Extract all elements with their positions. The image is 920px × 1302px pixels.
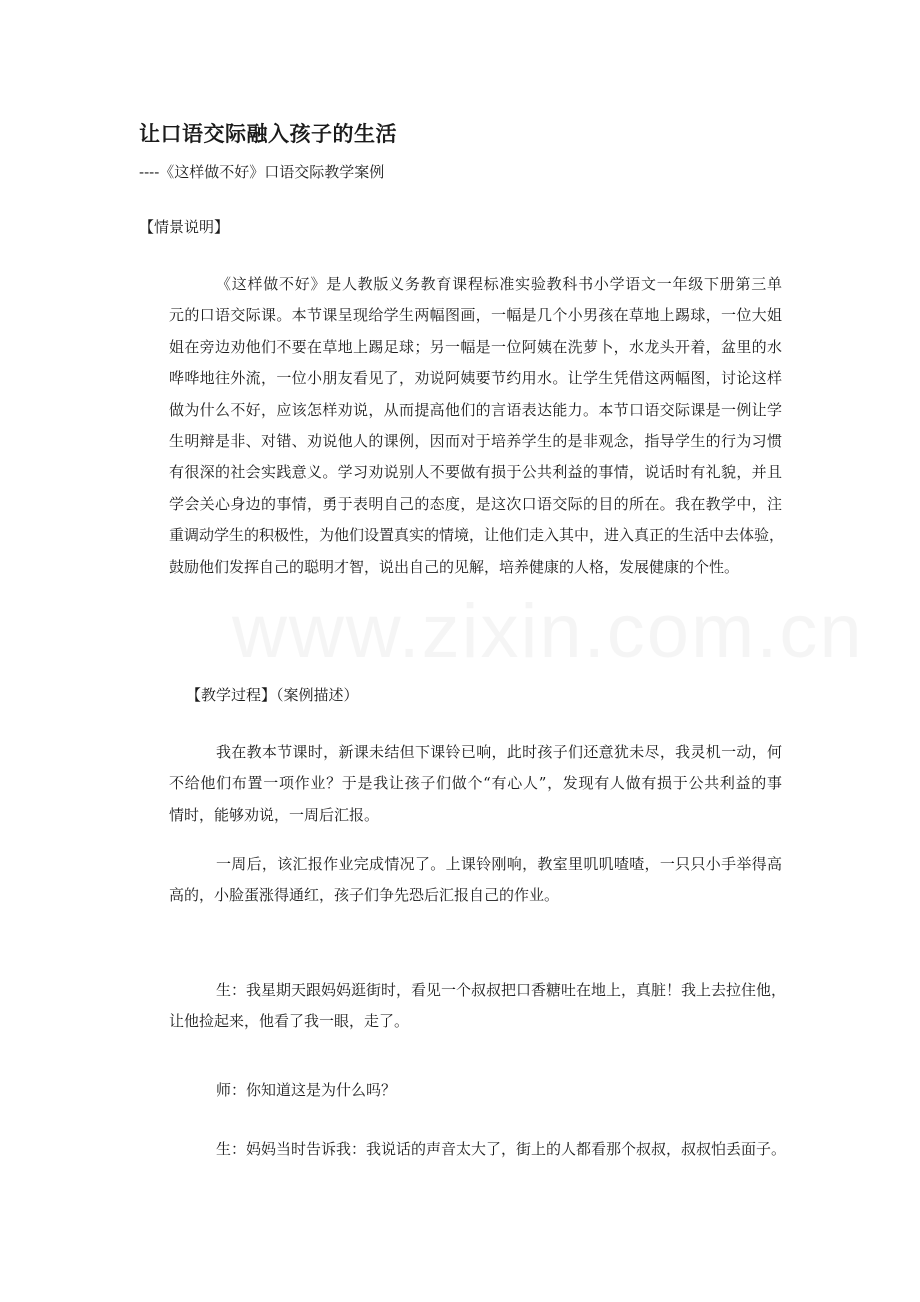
section-heading-situation: 【情景说明】 (139, 218, 230, 236)
text-line: 学会关心身边的事情，勇于表明自己的态度，是这次口语交际的目的所在。我在教学中，注 (169, 494, 782, 513)
document-title: 让口语交际融入孩子的生活 (139, 121, 397, 146)
text-line: 做为什么不好，应该怎样劝说，从而提高他们的言语表达能力。本节口语交际课是一例让学 (169, 400, 782, 419)
text-line: 元的口语交际课。本节课呈现给学生两幅图画，一幅是几个小男孩在草地上踢球，一位大姐 (169, 306, 782, 325)
text-line: 让他捡起来，他看了我一眼，走了。 (169, 1012, 410, 1031)
text-line: 生明辩是非、对错、劝说他人的课例，因而对于培养学生的是非观念，指导学生的行为习惯 (169, 431, 782, 450)
text-line: 不给他们布置一项作业？于是我让孩子们做个“有心人”，发现有人做有损于公共利益的事 (169, 774, 782, 793)
text-line: 有很深的社会实践意义。学习劝说别人不要做有损于公共利益的事情，说话时有礼貌，并且 (169, 463, 782, 482)
text-line: 《这样做不好》是人教版义务教育课程标准实验教科书小学语文一年级下册第三单 (216, 275, 782, 293)
paragraph-student-1 (139, 978, 787, 1041)
text-line: 高的，小脸蛋涨得通红，孩子们争先恐后汇报自己的作业。 (169, 886, 560, 905)
paragraph-teacher-1 (139, 1078, 782, 1109)
document-subtitle: ----《这样做不好》口语交际教学案例 (139, 163, 385, 181)
text-line: 哗哗地往外流，一位小朋友看见了，劝说阿姨要节约用水。让学生凭借这两幅图，讨论这样 (169, 369, 782, 388)
text-line: 师：你知道这是为什么吗？ (216, 1081, 397, 1099)
text-line: 重调动学生的积极性，为他们设置真实的情境，让他们走入其中，进入真正的生活中去体验， (169, 526, 785, 545)
text-line: 生：我星期天跟妈妈逛街时，看见一个叔叔把口香糖吐在地上，真脏！我上去拉住他， (216, 981, 787, 999)
section-heading-process: 【教学过程】（案例描述） (186, 686, 359, 704)
text-line: 情时，能够劝说，一周后汇报。 (169, 805, 380, 824)
text-line: 姐在旁边劝他们不要在草地上踢足球；另一幅是一位阿姨在洗萝卜，水龙头开着，盆里的水 (169, 337, 782, 356)
paragraph-situation (139, 272, 785, 586)
paragraph-report (139, 852, 782, 915)
paragraph-student-2 (139, 1137, 787, 1168)
text-line: 我在教本节课时，新课未结但下课铃已响，此时孩子们还意犹未尽，我灵机一动，何 (216, 743, 782, 761)
watermark: www.zixin.com.cn (232, 589, 864, 674)
text-line: 生：妈妈当时告诉我：我说话的声音太大了，街上的人都看那个叔叔，叔叔怕丢面子。 (216, 1140, 787, 1158)
text-line: 一周后，该汇报作业完成情况了。上课铃刚响，教室里叽叽喳喳，一只只小手举得高 (216, 855, 782, 873)
text-line: 鼓励他们发挥自己的聪明才智，说出自己的见解，培养健康的人格，发展健康的个性。 (169, 557, 740, 576)
paragraph-homework (139, 740, 782, 834)
